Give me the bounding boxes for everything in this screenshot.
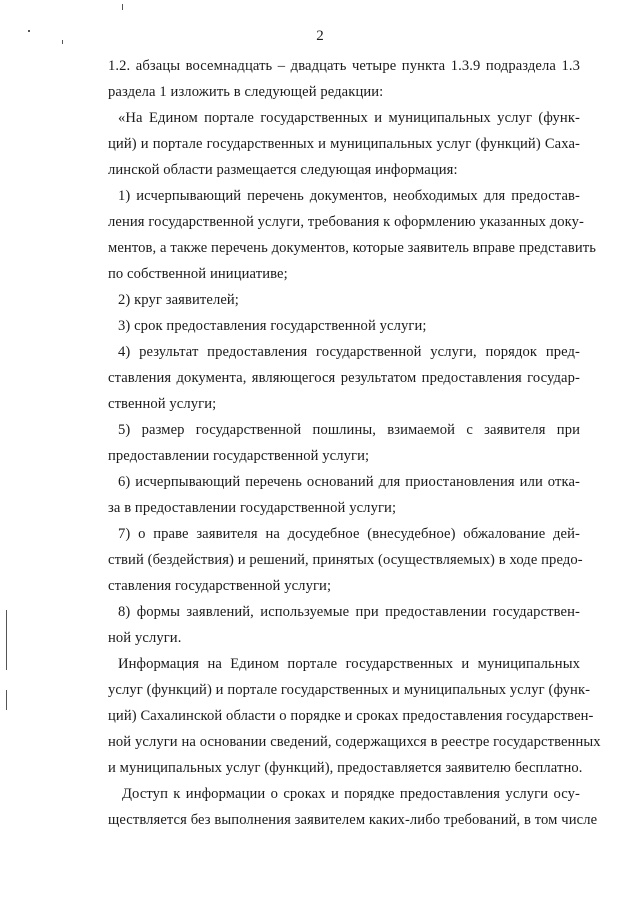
- text-line: 8) формы заявлений, используемые при предоставлении государствен-: [118, 604, 580, 620]
- text-line: ментов, а также перечень документов, которые заявитель вправе представить: [108, 240, 597, 256]
- text-line: ставления документа, являющегося результатом предоставления государ-: [108, 370, 580, 386]
- scan-mark: [28, 30, 30, 32]
- text-line: линской области размещается следующая информация:: [108, 162, 458, 178]
- text-line: 4) результат предоставления государственной услуги, порядок пред-: [118, 344, 580, 360]
- text-line: 5) размер государственной пошлины, взимаемой с заявителя при: [118, 422, 580, 438]
- text-line: ствий (бездействия) и решений, принятых (осуществляемых) в ходе предо-: [108, 552, 583, 568]
- text-line: ственной услуги;: [108, 396, 217, 412]
- text-line: ществляется без выполнения заявителем каких-либо требований, в том числе: [108, 812, 598, 828]
- text-line: ной услуги на основании сведений, содержащихся в реестре государственных: [108, 734, 601, 750]
- text-line: за в предоставлении государственной услуги;: [108, 500, 397, 516]
- text-line: 6) исчерпывающий перечень оснований для приостановления или отка-: [118, 474, 580, 490]
- scan-mark: [6, 610, 7, 670]
- text-line: по собственной инициативе;: [108, 266, 288, 282]
- page-number: 2: [316, 28, 324, 44]
- text-line: ления государственной услуги, требования к оформлению указанных доку-: [108, 214, 585, 230]
- text-line: ставления государственной услуги;: [108, 578, 332, 594]
- text-line: предоставлении государственной услуги;: [108, 448, 370, 464]
- text-line: ций) Сахалинской области о порядке и сроках предоставления государствен-: [108, 708, 594, 724]
- text-line: 3) срок предоставления государственной услуги;: [118, 318, 427, 334]
- text-line: 2) круг заявителей;: [118, 292, 239, 308]
- text-line: ций) и портале государственных и муниципальных услуг (функций) Саха-: [108, 136, 580, 152]
- scan-mark: [122, 4, 123, 10]
- text-line: и муниципальных услуг (функций), предоставляется заявителю бесплатно.: [108, 760, 583, 776]
- scan-mark: [6, 690, 7, 710]
- text-line: Доступ к информации о сроках и порядке предоставления услуги осу-: [122, 786, 580, 802]
- text-line: раздела 1 изложить в следующей редакции:: [108, 84, 384, 100]
- text-line: услуг (функций) и портале государственных и муниципальных услуг (функ-: [108, 682, 591, 698]
- text-line: Информация на Едином портале государственных и муниципальных: [118, 656, 580, 672]
- text-line: ной услуги.: [108, 630, 182, 646]
- text-line: 7) о праве заявителя на досудебное (внесудебное) обжалование дей-: [118, 526, 580, 542]
- text-line: 1.2. абзацы восемнадцать – двадцать четыре пункта 1.3.9 подраздела 1.3: [108, 58, 580, 74]
- text-line: «На Едином портале государственных и муниципальных услуг (функ-: [118, 110, 580, 126]
- text-line: 1) исчерпывающий перечень документов, необходимых для предостав-: [118, 188, 580, 204]
- scan-mark: [62, 40, 63, 44]
